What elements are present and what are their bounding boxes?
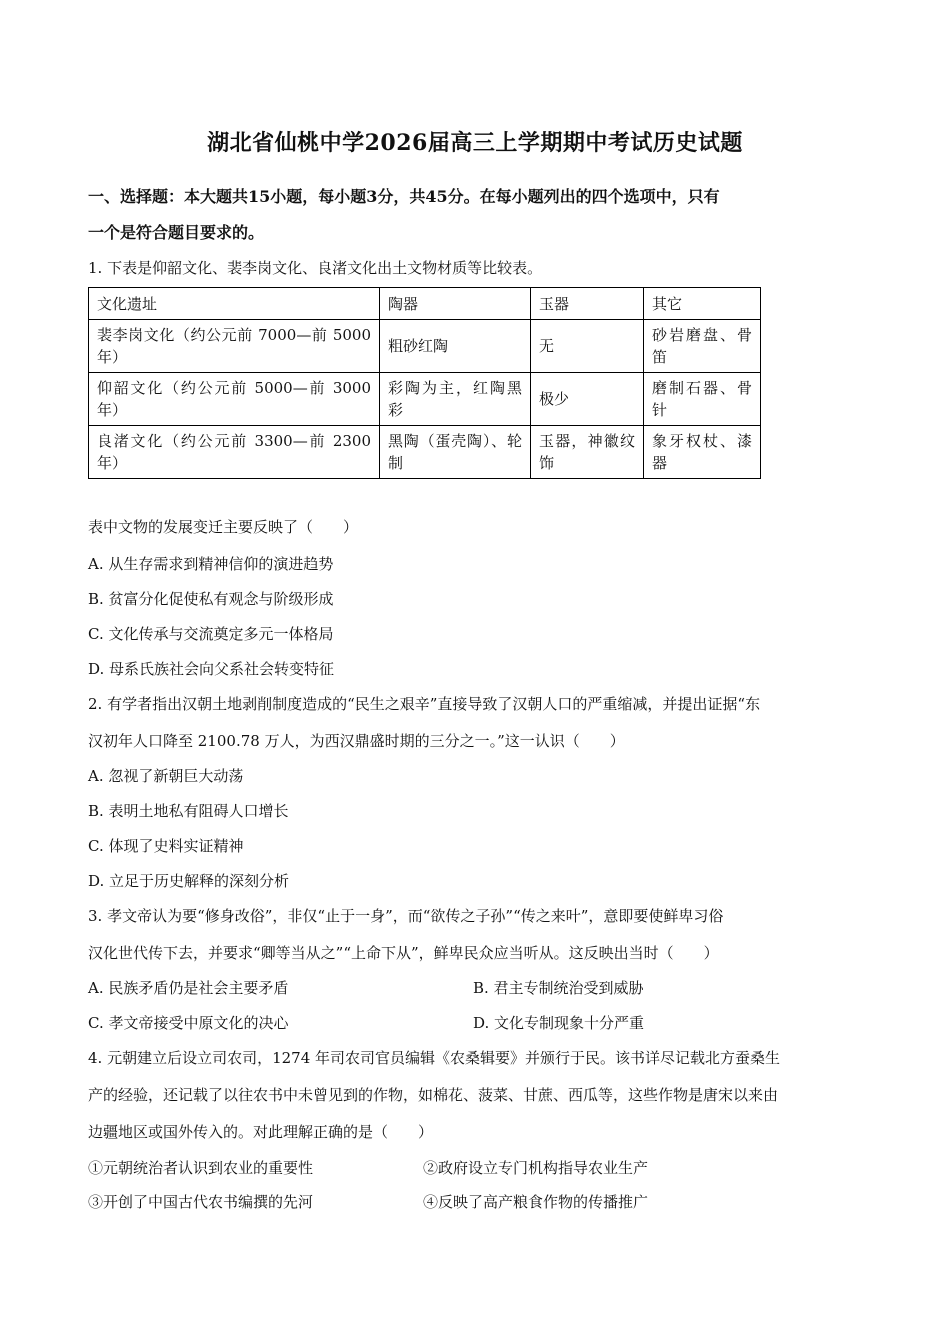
q1-option-a: A. 从生存需求到精神信仰的演进趋势	[88, 555, 334, 573]
table-cell: 象牙权杖、漆器	[644, 426, 761, 479]
table-cell: 无	[531, 320, 644, 373]
q1-option-b: B. 贫富分化促使私有观念与阶级形成	[88, 590, 334, 608]
table-header-row	[89, 288, 761, 320]
q4-item-4: ④反映了高产粮食作物的传播推广	[423, 1193, 649, 1211]
table-cell: 粗砂红陶	[380, 320, 531, 373]
table-cell: 黑陶（蛋壳陶）、轮制	[380, 426, 531, 479]
q2-option-d: D. 立足于历史解释的深刻分析	[88, 872, 290, 890]
q1-option-d: D. 母系氏族社会向父系社会转变特征	[88, 660, 335, 678]
q1-question: 表中文物的发展变迁主要反映了（ ）	[88, 518, 359, 536]
table-row	[89, 426, 761, 479]
page-title: 湖北省仙桃中学2026届高三上学期期中考试历史试题	[207, 130, 743, 156]
table-cell: 彩陶为主，红陶黑彩	[380, 373, 531, 426]
q4-stem-line-1: 4. 元朝建立后设立司农司，1274 年司农司官员编辑《农桑辑要》并颁行于民。该书详尽记载北方蚕桑生	[88, 1049, 781, 1067]
table-cell: 磨制石器、骨针	[644, 373, 761, 426]
q4-item-3: ③开创了中国古代农书编撰的先河	[88, 1193, 314, 1211]
table-cell: 仰韶文化（约公元前 5000—前 3000 年）	[89, 373, 380, 426]
q2-stem-line-1: 2. 有学者指出汉朝土地剥削制度造成的“民生之艰辛”直接导致了汉朝人口的严重缩减，并提出证据“东	[88, 695, 761, 713]
q3-option-a: A. 民族矛盾仍是社会主要矛盾	[88, 979, 289, 997]
table-row	[89, 373, 761, 426]
q2-stem-line-2: 汉初年人口降至 2100.78 万人，为西汉鼎盛时期的三分之一。”这一认识（ ）	[88, 732, 625, 750]
q2-option-b: B. 表明土地私有阻碍人口增长	[88, 802, 289, 820]
q3-option-d: D. 文化专制现象十分严重	[473, 1014, 645, 1032]
section-heading-line-1: 一、选择题：本大题共15小题，每小题3分，共45分。在每小题列出的四个选项中，只有	[88, 187, 720, 206]
table-header-cell: 陶器	[380, 288, 531, 320]
table-cell: 极少	[531, 373, 644, 426]
q2-option-c: C. 体现了史料实证精神	[88, 837, 244, 855]
q3-stem-line-1: 3. 孝文帝认为要“修身改俗”，非仅“止于一身”，而“欲传之子孙”“传之来叶”，意即要使鲜卑习俗	[88, 907, 724, 925]
q4-item-1: ①元朝统治者认识到农业的重要性	[88, 1159, 314, 1177]
q1-comparison-table	[88, 287, 761, 479]
section-heading-line-2: 一个是符合题目要求的。	[88, 223, 265, 242]
q4-stem-line-2: 产的经验，还记载了以往农书中未曾见到的作物，如棉花、菠菜、甘蔗、西瓜等，这些作物是唐宋以来由	[88, 1086, 779, 1104]
table-header-cell: 玉器	[531, 288, 644, 320]
q2-option-a: A. 忽视了新朝巨大动荡	[88, 767, 244, 785]
q1-option-c: C. 文化传承与交流奠定多元一体格局	[88, 625, 334, 643]
q1-stem: 1. 下表是仰韶文化、裴李岗文化、良渚文化出土文物材质等比较表。	[88, 259, 543, 277]
q3-stem-line-2: 汉化世代传下去，并要求“卿等当从之”“上命下从”，鲜卑民众应当听从。这反映出当时（ ）	[88, 944, 719, 962]
table-header-cell: 文化遗址	[89, 288, 380, 320]
table-header-cell: 其它	[644, 288, 761, 320]
table-cell: 裴李岗文化（约公元前 7000—前 5000 年）	[89, 320, 380, 373]
q4-item-2: ②政府设立专门机构指导农业生产	[423, 1159, 649, 1177]
q4-stem-line-3: 边疆地区或国外传入的。对此理解正确的是（ ）	[88, 1123, 434, 1141]
q3-option-b: B. 君主专制统治受到威胁	[473, 979, 644, 997]
table-row	[89, 320, 761, 373]
table-cell: 良渚文化（约公元前 3300—前 2300 年）	[89, 426, 380, 479]
table-cell: 砂岩磨盘、骨笛	[644, 320, 761, 373]
table-cell: 玉器，神徽纹饰	[531, 426, 644, 479]
q3-option-c: C. 孝文帝接受中原文化的决心	[88, 1014, 289, 1032]
